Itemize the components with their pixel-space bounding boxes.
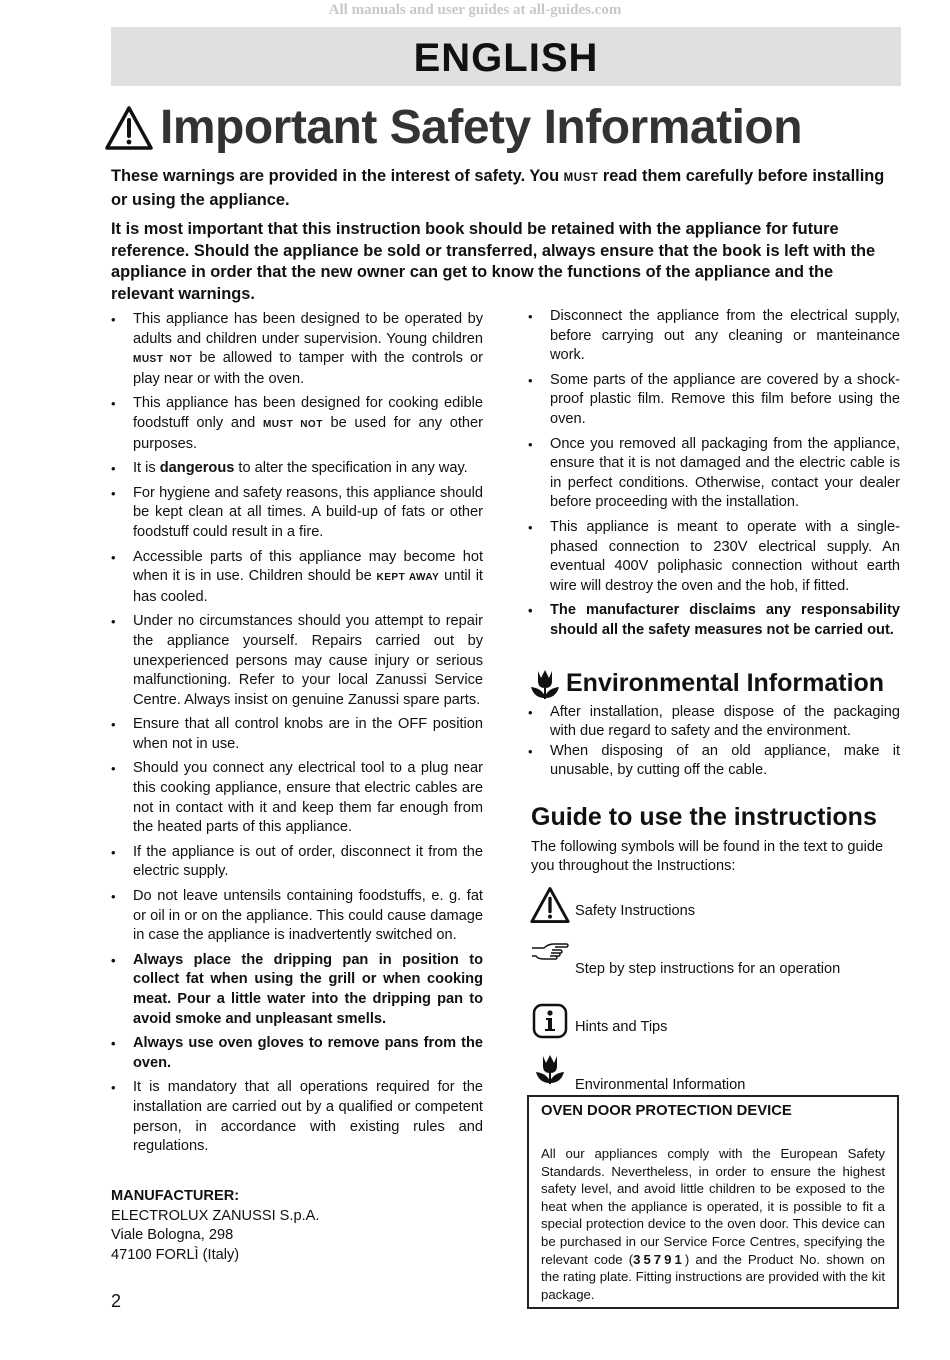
list-item: • This appliance has been designed for cooking edible foodstuff only and MUST NOT be used for any other purposes. — [111, 394, 483, 454]
list-item: • Always use oven gloves to remove pans from the oven. — [111, 1034, 483, 1073]
list-item: • Always place the dripping pan in position to collect fat when using the grill or when cooking meat. Pour a little water into the dripping pan to avoid smoke and unpleasant smells. — [111, 951, 483, 1029]
list-item: • For hygiene and safety reasons, this appliance should be kept clean at all times. A build-up of fats or other foodstuff could result in a fire. — [111, 484, 483, 543]
environment-list — [528, 703, 900, 781]
list-item: • After installation, please dispose of the packaging with due regard to safety and the environment. — [528, 703, 900, 742]
guide-title: Guide to use the instructions — [531, 802, 877, 831]
product-code: 35791 — [633, 1251, 685, 1267]
manufacturer-block — [111, 1187, 319, 1265]
environment-header — [528, 667, 900, 701]
manufacturer-name: ELECTROLUX ZANUSSI S.p.A. — [111, 1207, 320, 1224]
list-item: • Once you removed all packaging from the appliance, ensure that it is not damaged and the electric cable is in perfect conditions. Otherwise, contact your dealer before proceeding with the installation. — [528, 435, 900, 513]
language-bar — [111, 27, 901, 86]
list-item: • This appliance has been designed to be operated by adults and children under supervision. Young children MUST NOT be allowed to tamper with the controls or play near or with the oven. — [111, 310, 483, 389]
symbol-label: Hints and Tips — [575, 1019, 668, 1036]
right-column — [528, 307, 900, 1099]
oven-door-protection-box — [527, 1095, 899, 1309]
intro-paragraph-1: These warnings are provided in the interest of safety. You MUST read them carefully before installing or using the appliance. — [111, 167, 885, 209]
symbol-label: Environmental Information — [575, 1077, 746, 1094]
safety-list-right — [528, 307, 900, 641]
list-item: • Under no circumstances should you attempt to repair the appliance yourself. Repairs carried out by unexperienced persons may cause injury or serious malfunctioning. Refer to your local Zanussi Service Centre. Always insist on genuine Zanussi spare parts. — [111, 612, 483, 710]
list-item: • Ensure that all control knobs are in the OFF position when not in use. — [111, 715, 483, 754]
info-icon — [532, 1003, 568, 1039]
title-text: Important Safety Information — [160, 101, 803, 154]
list-item: • It is dangerous to alter the specification in any way. — [111, 459, 483, 479]
box-title: OVEN DOOR PROTECTION DEVICE — [541, 1103, 792, 1119]
manufacturer-street: Viale Bologna, 298 — [111, 1227, 234, 1243]
tulip-icon — [528, 667, 562, 701]
symbol-hints — [528, 983, 900, 1041]
box-text: All our appliances comply with the European Safety Standards. Nevertheless, in order to ensure the highest safety level, and avoid little children to be exposed to the heat when the appliance is operated, it is possible to fit a special protection device to the oven door. This device can be purchased in our Service Force Centres, specifying the relevant code (35791) and the Product No. shown on the rating plate. Fitting instructions are provided with the kit package. — [541, 1146, 885, 1302]
language-label: ENGLISH — [413, 36, 599, 80]
safety-list-left — [111, 310, 483, 1157]
page-title — [104, 100, 802, 155]
symbol-environment — [528, 1041, 900, 1099]
list-item: • Accessible parts of this appliance may become hot when it is in use. Children should be KEPT AWAY until it has cooled. — [111, 548, 483, 608]
left-column — [111, 310, 483, 1162]
symbol-label: Safety Instructions — [575, 903, 696, 920]
list-item: • Some parts of the appliance are covered by a shock-proof plastic film. Remove this film before using the oven. — [528, 371, 900, 430]
list-item: • The manufacturer disclaims any responsability should all the safety measures not be carried out. — [528, 601, 900, 640]
list-item: • When disposing of an old appliance, make it unusable, by cutting off the cable. — [528, 742, 900, 781]
symbol-label: Step by step instructions for an operation — [575, 961, 841, 978]
watermark: All manuals and user guides at all-guides.com — [328, 2, 622, 18]
tulip-icon — [533, 1052, 567, 1086]
list-item: • Disconnect the appliance from the electrical supply, before carrying out any cleaning or manteinance work. — [528, 307, 900, 366]
warning-triangle-icon — [104, 105, 154, 151]
list-item: • Should you connect any electrical tool to a plug near this cooking appliance, ensure that electric cables are not in contact with it and keep them far enough from the heated parts of this appliance. — [111, 759, 483, 837]
manufacturer-label: MANUFACTURER: — [111, 1188, 240, 1204]
guide-intro: The following symbols will be found in the text to guide you throughout the Instructions: — [531, 838, 884, 875]
page-number: 2 — [111, 1291, 122, 1311]
warning-triangle-icon — [529, 886, 571, 924]
environment-title: Environmental Information — [566, 669, 885, 697]
pointing-hand-icon — [530, 939, 570, 963]
list-item: • If the appliance is out of order, disconnect it from the electric supply. — [111, 843, 483, 882]
symbol-steps — [528, 925, 900, 983]
list-item: • Do not leave untensils containing foodstuffs, e. g. fat or oil in or on the appliance. This could cause damage in case the appliance is inadvertently switched on. — [111, 887, 483, 946]
intro-paragraph-2: It is most important that this instruction book should be retained with the appliance for future reference. Should the appliance be sold or transferred, always ensure that the book is left with the appliance in order that the new owner can get to know the functions of the appliance and the relevant warnings. — [111, 220, 876, 303]
symbol-safety — [528, 877, 900, 925]
list-item: • It is mandatory that all operations required for the installation are carried out by a qualified or competent person, in accordance with existing rules and regulations. — [111, 1078, 483, 1156]
manufacturer-city: 47100 FORLÌ (Italy) — [111, 1246, 240, 1263]
list-item: • This appliance is meant to operate with a single-phased connection to 230V electrical supply. An eventual 400V poliphasic connection without earth wire will destroy the oven and the hob, if fitted. — [528, 518, 900, 596]
